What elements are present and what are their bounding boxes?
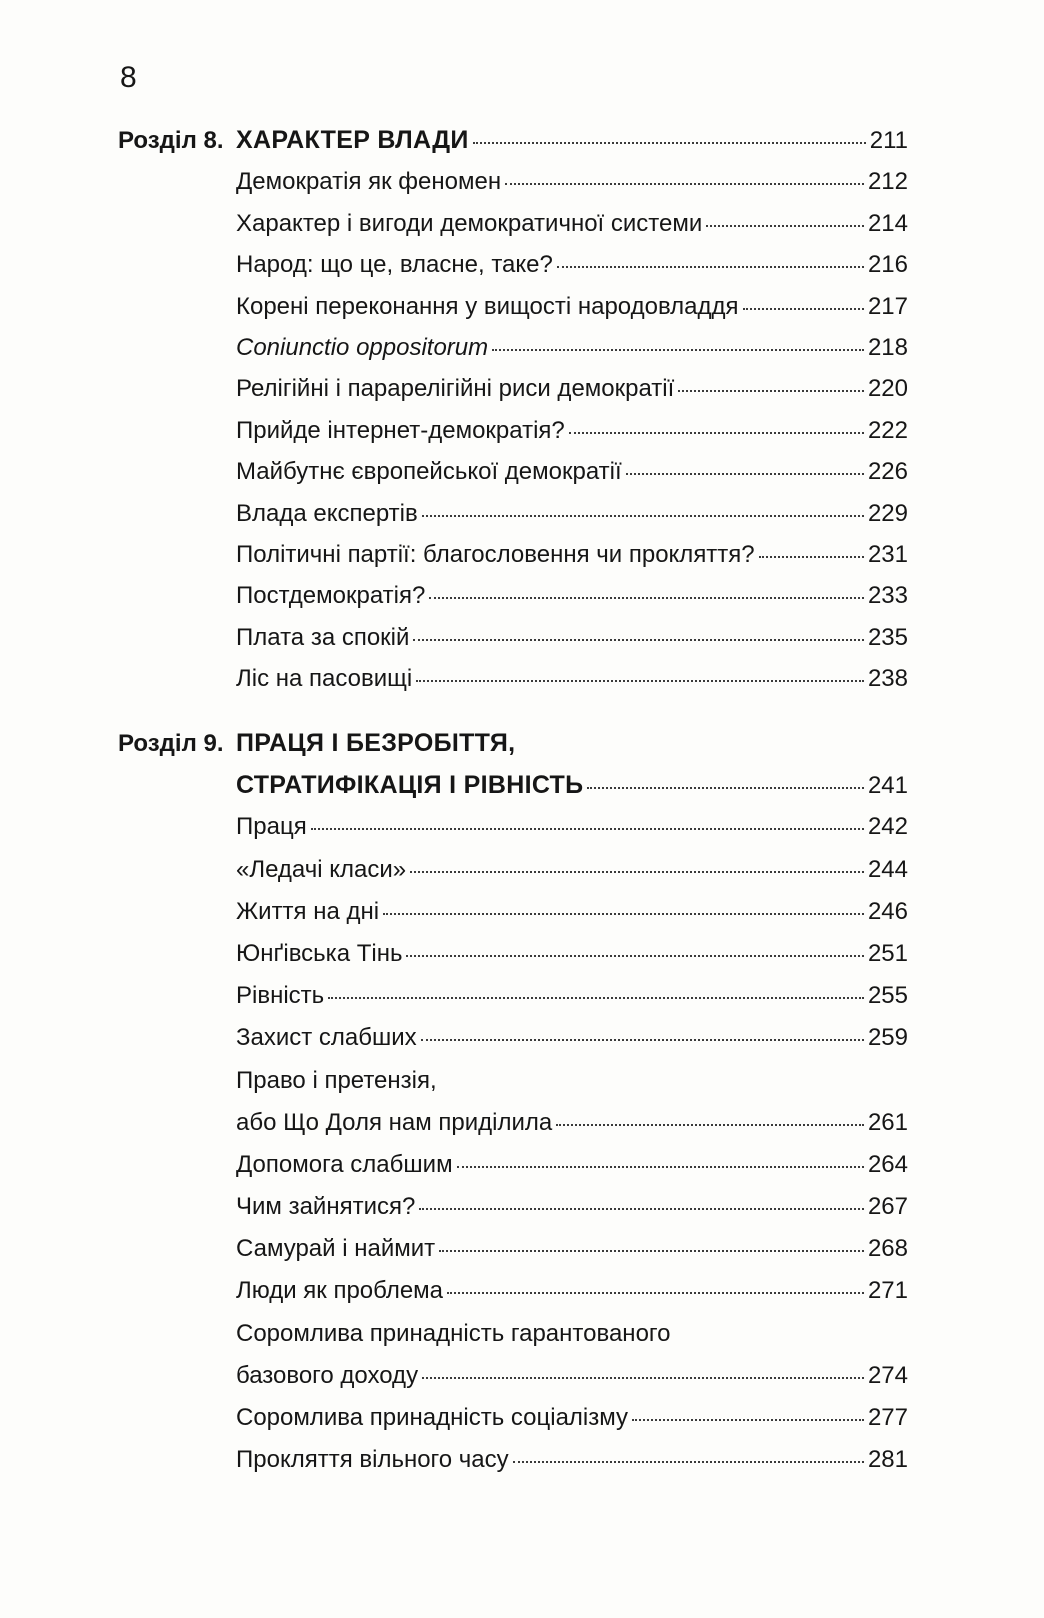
- leader-dots: [556, 1120, 864, 1126]
- leader-dots: [410, 867, 864, 873]
- entry-page: 229: [867, 499, 908, 527]
- entry-page: 277: [867, 1404, 908, 1431]
- toc-entry-line1: [118, 1313, 908, 1355]
- entry-page: 268: [867, 1235, 908, 1263]
- entry-page: 220: [867, 375, 908, 403]
- entry-page: 233: [867, 582, 908, 610]
- entry-title: Юнґівська Тінь: [236, 939, 403, 967]
- leader-dots: [492, 345, 864, 351]
- toc-entry: [118, 849, 908, 891]
- entry-title: Самурай і наймит: [236, 1235, 436, 1263]
- entry-page: 214: [867, 209, 908, 237]
- entry-title: базового доходу: [236, 1361, 419, 1389]
- toc-entry: [118, 1102, 908, 1144]
- toc-entry: [118, 203, 908, 244]
- toc-entry-line1: [118, 1060, 908, 1102]
- page-number: 8: [120, 61, 137, 94]
- toc-entry: [118, 493, 908, 534]
- toc-entry: [118, 658, 908, 699]
- toc-entry: [118, 1186, 908, 1228]
- entry-page: 216: [867, 251, 908, 279]
- toc-entry: [118, 1228, 908, 1270]
- toc-entry: [118, 975, 908, 1017]
- toc-entry: [118, 286, 908, 327]
- entry-page: 217: [867, 292, 908, 320]
- leader-dots: [429, 593, 864, 599]
- leader-dots: [328, 993, 864, 999]
- entry-title: Праця: [236, 813, 307, 841]
- toc-entry: [118, 1270, 908, 1312]
- chapter-page: 241: [867, 772, 908, 800]
- toc-entry: [118, 891, 908, 933]
- toc-entry: [118, 327, 908, 368]
- entry-title: Захист слабших: [236, 1024, 417, 1052]
- leader-dots: [759, 552, 864, 558]
- chapter-title-line2: СТРАТИФІКАЦІЯ І РІВНІСТЬ: [236, 771, 584, 800]
- leader-dots: [422, 511, 864, 517]
- toc-entry: [118, 1355, 908, 1397]
- entry-title: Політичні партії: благословення чи прокляття?: [236, 540, 755, 568]
- toc-entry: [118, 575, 908, 616]
- leader-dots: [557, 262, 864, 268]
- entry-page: 264: [867, 1150, 908, 1178]
- entry-page: 281: [867, 1446, 908, 1474]
- entry-page: 226: [867, 458, 908, 486]
- toc-entry: [118, 1017, 908, 1059]
- toc-entry: [118, 1439, 908, 1481]
- leader-dots: [406, 951, 863, 957]
- entry-title: Допомога слабшим: [236, 1150, 453, 1178]
- entry-page: 267: [867, 1193, 908, 1221]
- leader-dots: [447, 1288, 864, 1294]
- entry-page: 238: [867, 665, 908, 693]
- entry-title: Демократія як феномен: [236, 168, 502, 196]
- entry-title-line1: Право і претензія,: [236, 1066, 437, 1094]
- entry-title: Плата за спокій: [236, 623, 410, 651]
- toc-entry: [118, 534, 908, 575]
- chapter-title-line1: ПРАЦЯ І БЕЗРОБІТТЯ,: [236, 729, 516, 757]
- chapter-9: [118, 722, 908, 1481]
- leader-dots: [632, 1415, 864, 1421]
- chapter-page: 211: [869, 127, 908, 154]
- entry-title: Прокляття вільного часу: [236, 1446, 509, 1474]
- chapter-prefix: Розділ 9.: [118, 730, 224, 757]
- leader-dots: [706, 221, 864, 227]
- leader-dots: [505, 179, 864, 185]
- toc-entry: [118, 806, 908, 848]
- toc-entry: [118, 161, 908, 202]
- entry-title: Постдемократія?: [236, 582, 426, 610]
- leader-dots: [416, 676, 864, 682]
- entry-title: Прийде інтернет-демократія?: [236, 416, 565, 444]
- entry-title: Характер і вигоди демократичної системи: [236, 209, 703, 237]
- entry-page: 255: [867, 982, 908, 1010]
- entry-page: 235: [867, 623, 908, 651]
- leader-dots: [569, 428, 864, 434]
- toc-entry: [118, 368, 908, 409]
- entry-title: Рівність: [236, 982, 325, 1010]
- entry-page: 259: [867, 1024, 908, 1052]
- leader-dots: [587, 783, 864, 789]
- chapter-prefix: Розділ 8.: [118, 127, 224, 154]
- entry-title: Влада експертів: [236, 499, 418, 527]
- leader-dots: [421, 1035, 864, 1041]
- entry-title: Народ: що це, власне, таке?: [236, 251, 553, 279]
- toc-entry: [118, 617, 908, 658]
- leader-dots: [678, 386, 864, 392]
- entry-title: Майбутнє європейської демократії: [236, 458, 622, 486]
- leader-dots: [413, 635, 864, 641]
- leader-dots: [457, 1162, 864, 1168]
- entry-page: 231: [867, 540, 908, 568]
- entry-page: 246: [867, 897, 908, 925]
- chapter-heading: [118, 120, 908, 161]
- leader-dots: [422, 1373, 864, 1379]
- entry-title-line1: Соромлива принадність гарантованого: [236, 1319, 671, 1347]
- entry-page: 242: [867, 813, 908, 841]
- entry-title: Coniunctio oppositorum: [236, 333, 489, 361]
- entry-page: 251: [867, 939, 908, 967]
- leader-dots: [626, 469, 864, 475]
- toc-entry: [118, 933, 908, 975]
- leader-dots: [743, 304, 864, 310]
- entry-page: 271: [867, 1277, 908, 1305]
- leader-dots: [439, 1246, 864, 1252]
- leader-dots: [419, 1204, 864, 1210]
- entry-title: Чим зайнятися?: [236, 1193, 416, 1221]
- toc-entry: [118, 1144, 908, 1186]
- entry-page: 222: [867, 416, 908, 444]
- leader-dots: [473, 138, 866, 144]
- toc-entry: [118, 410, 908, 451]
- entry-title: Ліс на пасовищі: [236, 665, 413, 693]
- entry-title: або Що Доля нам приділила: [236, 1108, 553, 1136]
- toc-entry: [118, 244, 908, 285]
- entry-page: 218: [867, 333, 908, 361]
- chapter-title: ХАРАКТЕР ВЛАДИ: [236, 126, 469, 154]
- toc-entry: [118, 451, 908, 492]
- entry-page: 244: [867, 855, 908, 883]
- leader-dots: [311, 824, 864, 830]
- entry-title: Релігійні і парарелігійні риси демократії: [236, 375, 675, 403]
- entry-title: Соромлива принадність соціалізму: [236, 1404, 629, 1431]
- entry-page: 274: [867, 1361, 908, 1389]
- chapter-8: [118, 120, 908, 699]
- leader-dots: [513, 1457, 864, 1463]
- entry-title: Життя на дні: [236, 897, 380, 925]
- entry-page: 261: [867, 1108, 908, 1136]
- toc-entry: [118, 1397, 908, 1439]
- entry-title: «Ледачі класи»: [236, 855, 407, 883]
- chapter-heading: [118, 722, 908, 764]
- entry-page: 212: [867, 168, 908, 196]
- leader-dots: [383, 909, 864, 915]
- chapter-heading-continued: [118, 764, 908, 806]
- entry-title: Корені переконання у вищості народовладдя: [236, 292, 739, 320]
- entry-title: Люди як проблема: [236, 1277, 444, 1305]
